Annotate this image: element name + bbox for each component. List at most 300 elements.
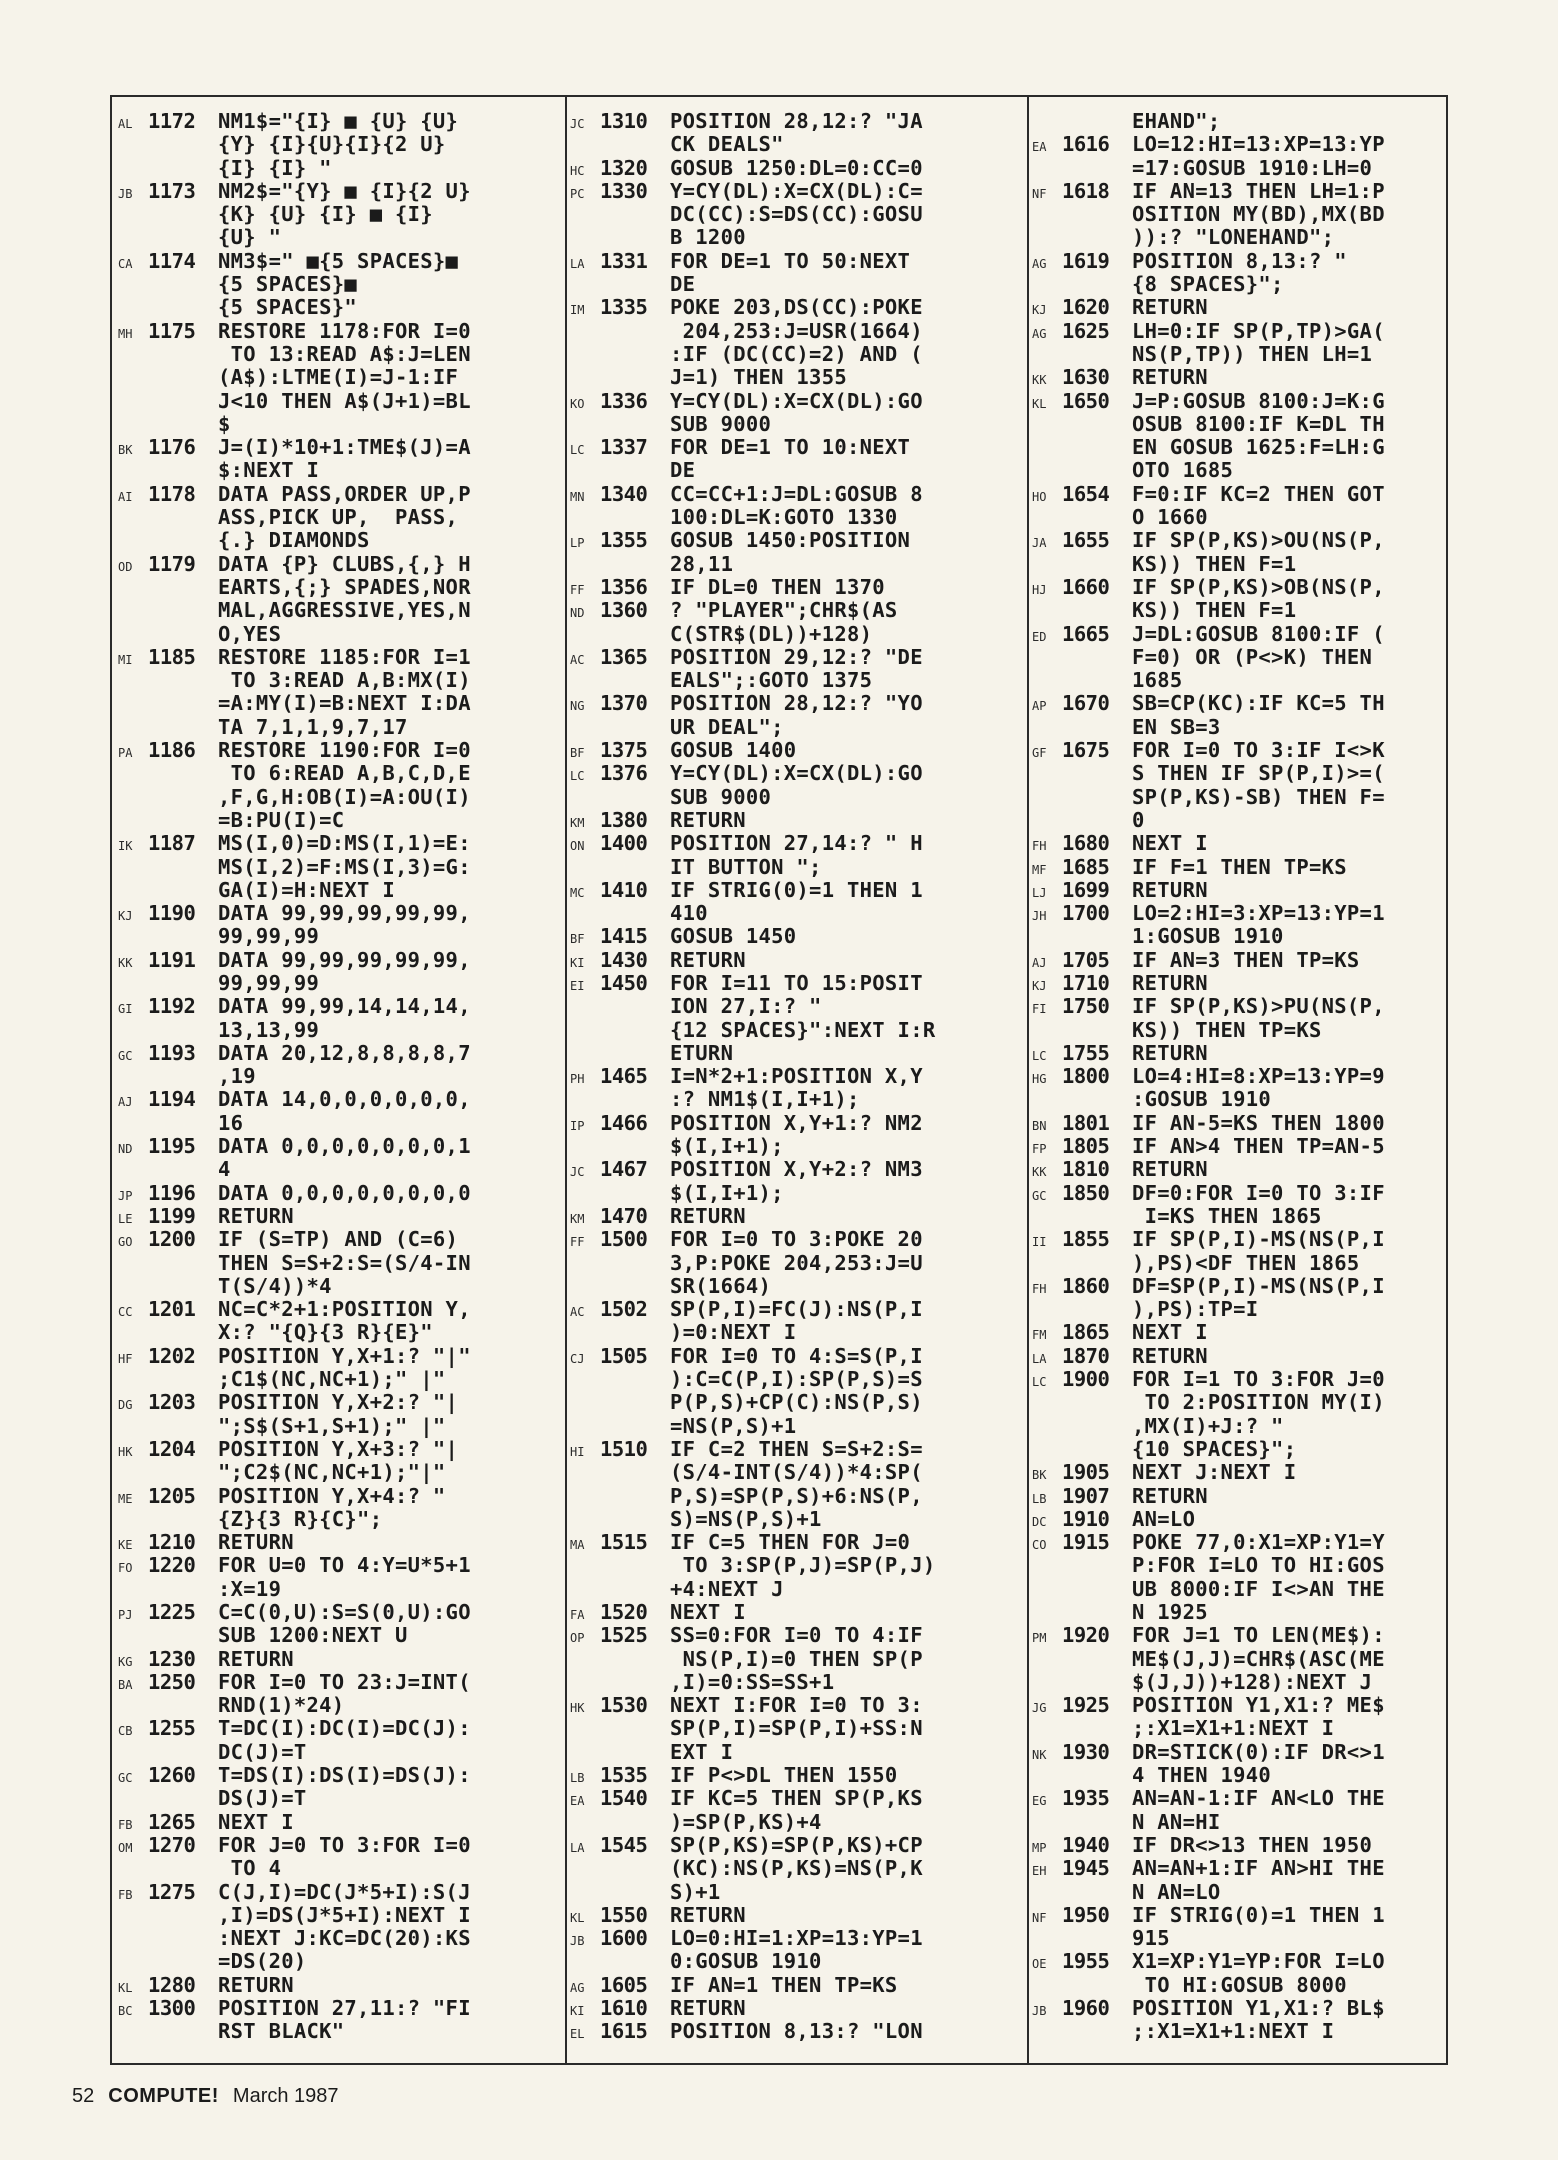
code-text: =NS(P,S)+1 bbox=[670, 1413, 797, 1438]
code-text: )):? "LONEHAND"; bbox=[1132, 225, 1335, 250]
listing-line bbox=[1032, 832, 1444, 855]
listing-line bbox=[570, 995, 1020, 1018]
code-text: AN=LO bbox=[1132, 1506, 1196, 1531]
code-text: IF P<>DL THEN 1550 bbox=[670, 1763, 898, 1788]
listing-line bbox=[1032, 1601, 1444, 1624]
listing-line bbox=[570, 1531, 1020, 1554]
issue-date: March 1987 bbox=[232, 2085, 339, 2107]
listing-line bbox=[118, 1438, 558, 1461]
listing-line bbox=[1032, 226, 1444, 249]
line-number: 1630 bbox=[1062, 365, 1110, 390]
line-number: 1336 bbox=[600, 388, 648, 413]
listing-line bbox=[570, 1019, 1020, 1042]
listing-line bbox=[570, 1601, 1020, 1624]
line-number: 1176 bbox=[148, 435, 196, 460]
listing-line bbox=[570, 1391, 1020, 1414]
listing-line bbox=[1032, 762, 1444, 785]
code-text: T(S/4))*4 bbox=[218, 1273, 332, 1298]
page-number: 52 bbox=[72, 2085, 95, 2107]
listing-line bbox=[570, 553, 1020, 576]
listing-line bbox=[1032, 203, 1444, 226]
listing-line bbox=[1032, 1205, 1444, 1228]
code-text: FOR U=0 TO 4:Y=U*5+1 bbox=[218, 1553, 471, 1578]
code-text: {Y} {I}{U}{I}{2 U} bbox=[218, 132, 446, 157]
line-number: 1650 bbox=[1062, 388, 1110, 413]
code-text: T=DC(I):DC(I)=DC(J): bbox=[218, 1716, 471, 1741]
listing-line bbox=[1032, 110, 1444, 133]
code-text: IF DR<>13 THEN 1950 bbox=[1132, 1832, 1373, 1857]
listing-line bbox=[570, 1624, 1020, 1647]
listing-line bbox=[1032, 1065, 1444, 1088]
code-text: NEXT I bbox=[1132, 831, 1208, 856]
code-text: {5 SPACES}" bbox=[218, 295, 358, 320]
listing-line bbox=[570, 1461, 1020, 1484]
listing-line bbox=[1032, 623, 1444, 646]
code-text: F=0) OR (P<>K) THEN bbox=[1132, 644, 1373, 669]
listing-line bbox=[1032, 273, 1444, 296]
checksum: MC bbox=[570, 885, 585, 900]
checksum: FF bbox=[570, 1235, 585, 1250]
code-text: FOR J=0 TO 3:FOR I=0 bbox=[218, 1832, 471, 1857]
listing-line bbox=[570, 366, 1020, 389]
checksum: KK bbox=[1032, 1165, 1047, 1180]
line-number: 1805 bbox=[1062, 1134, 1110, 1159]
listing-line bbox=[118, 995, 558, 1018]
listing-line bbox=[570, 110, 1020, 133]
listing-line bbox=[1032, 1578, 1444, 1601]
listing-line bbox=[118, 2020, 558, 2043]
listing-line bbox=[1032, 716, 1444, 739]
code-text: 915 bbox=[1132, 1926, 1170, 1951]
checksum: GC bbox=[118, 1048, 133, 1063]
line-number: 1193 bbox=[148, 1040, 196, 1065]
line-number: 1173 bbox=[148, 178, 196, 203]
line-number: 1600 bbox=[600, 1926, 648, 1951]
line-number: 1660 bbox=[1062, 574, 1110, 599]
listing-line bbox=[570, 1904, 1020, 1927]
listing-line bbox=[570, 483, 1020, 506]
listing-line bbox=[118, 902, 558, 925]
listing-line bbox=[1032, 1904, 1444, 1927]
listing-line bbox=[570, 1252, 1020, 1275]
listing-line bbox=[118, 1624, 558, 1647]
listing-line bbox=[1032, 879, 1444, 902]
line-number: 1907 bbox=[1062, 1483, 1110, 1508]
code-text: EARTS,{;} SPADES,NOR bbox=[218, 574, 471, 599]
code-text: IF SP(P,KS)>PU(NS(P, bbox=[1132, 994, 1385, 1019]
code-text: J<10 THEN A$(J+1)=BL bbox=[218, 388, 471, 413]
checksum: II bbox=[1032, 1235, 1047, 1250]
listing-line bbox=[1032, 483, 1444, 506]
line-number: 1410 bbox=[600, 877, 648, 902]
code-text: SB=CP(KC):IF KC=5 TH bbox=[1132, 691, 1385, 716]
listing-column-1 bbox=[118, 110, 558, 2065]
code-text: {U} " bbox=[218, 225, 282, 250]
checksum: KM bbox=[570, 1211, 585, 1226]
line-number: 1865 bbox=[1062, 1320, 1110, 1345]
listing-line bbox=[570, 1228, 1020, 1251]
line-number: 1860 bbox=[1062, 1273, 1110, 1298]
code-text: POSITION X,Y+2:? NM3 bbox=[670, 1157, 923, 1182]
line-number: 1850 bbox=[1062, 1180, 1110, 1205]
code-text: TO 13:READ A$:J=LEN bbox=[218, 341, 471, 366]
listing-line bbox=[118, 1042, 558, 1065]
code-text: :NEXT J:KC=DC(20):KS bbox=[218, 1926, 471, 1951]
code-text: GOSUB 1250:DL=0:CC=0 bbox=[670, 155, 923, 180]
code-text: OTO 1685 bbox=[1132, 458, 1234, 483]
line-number: 1225 bbox=[148, 1600, 196, 1624]
code-text: {10 SPACES}"; bbox=[1132, 1436, 1297, 1461]
code-text: Y=CY(DL):X=CX(DL):C= bbox=[670, 178, 923, 203]
listing-line bbox=[118, 1135, 558, 1158]
line-number: 1685 bbox=[1062, 854, 1110, 879]
code-text: NEXT I bbox=[1132, 1320, 1208, 1345]
code-text: {K} {U} {I} ■ {I} bbox=[218, 202, 433, 227]
code-text: IF AN=1 THEN TP=KS bbox=[670, 1972, 898, 1997]
code-text: POSITION Y1,X1:? BL$ bbox=[1132, 1996, 1385, 2021]
listing-line bbox=[570, 1135, 1020, 1158]
listing-line bbox=[118, 646, 558, 669]
listing-line bbox=[118, 692, 558, 715]
checksum: MH bbox=[118, 326, 133, 341]
listing-line bbox=[118, 809, 558, 832]
listing-line bbox=[118, 1881, 558, 1904]
listing-line bbox=[570, 296, 1020, 319]
listing-line bbox=[570, 1158, 1020, 1181]
code-text: DATA 14,0,0,0,0,0,0, bbox=[218, 1087, 471, 1112]
listing-line bbox=[118, 273, 558, 296]
listing-line bbox=[570, 809, 1020, 832]
code-text: DF=0:FOR I=0 TO 3:IF bbox=[1132, 1180, 1385, 1205]
line-number: 1540 bbox=[600, 1786, 648, 1811]
listing-line bbox=[1032, 1624, 1444, 1647]
line-number: 1199 bbox=[148, 1203, 196, 1228]
checksum: BK bbox=[1032, 1468, 1047, 1483]
line-number: 1186 bbox=[148, 738, 196, 763]
code-text: NS(P,I)=0 THEN SP(P bbox=[670, 1646, 923, 1671]
line-number: 1620 bbox=[1062, 295, 1110, 320]
checksum: KO bbox=[570, 396, 585, 411]
code-text: KS)) THEN TP=KS bbox=[1132, 1017, 1322, 1042]
code-text: )=0:NEXT I bbox=[670, 1320, 797, 1345]
code-text: RETURN bbox=[1132, 295, 1208, 320]
code-text: AN=AN-1:IF AN<LO THE bbox=[1132, 1786, 1385, 1811]
listing-line bbox=[118, 786, 558, 809]
code-text: $(J,J))+128):NEXT J bbox=[1132, 1669, 1373, 1694]
checksum: KI bbox=[570, 955, 585, 970]
code-text: SP(P,KS)-SB) THEN F= bbox=[1132, 784, 1385, 809]
line-number: 1675 bbox=[1062, 738, 1110, 763]
listing-line bbox=[1032, 856, 1444, 879]
listing-line bbox=[118, 203, 558, 226]
checksum: FP bbox=[1032, 1142, 1047, 1157]
code-text: IF KC=5 THEN SP(P,KS bbox=[670, 1786, 923, 1811]
line-number: 1525 bbox=[600, 1623, 648, 1648]
listing-line bbox=[118, 949, 558, 972]
listing-line bbox=[1032, 436, 1444, 459]
code-text: {Z}{3 R}{C}"; bbox=[218, 1506, 383, 1531]
listing-line bbox=[1032, 1950, 1444, 1973]
listing-line bbox=[118, 133, 558, 156]
listing-line bbox=[118, 1345, 558, 1368]
listing-line bbox=[1032, 1671, 1444, 1694]
checksum: MP bbox=[1032, 1840, 1047, 1855]
code-text: S)+1 bbox=[670, 1879, 721, 1904]
code-text: :? NM1$(I,I+1); bbox=[670, 1087, 860, 1112]
line-number: 1415 bbox=[600, 924, 648, 949]
listing-column-2 bbox=[570, 110, 1020, 2065]
line-number: 1179 bbox=[148, 551, 196, 576]
listing-line bbox=[1032, 1415, 1444, 1438]
code-text: FOR I=11 TO 15:POSIT bbox=[670, 970, 923, 995]
line-number: 1270 bbox=[148, 1832, 196, 1857]
line-number: 1331 bbox=[600, 248, 648, 273]
code-text: RESTORE 1178:FOR I=0 bbox=[218, 318, 471, 343]
code-text: SP(P,I)=SP(P,I)+SS:N bbox=[670, 1716, 923, 1741]
page-footer bbox=[72, 2085, 339, 2108]
listing-line bbox=[570, 762, 1020, 785]
checksum: OE bbox=[1032, 1957, 1047, 1972]
line-number: 1337 bbox=[600, 435, 648, 460]
checksum: MN bbox=[570, 489, 585, 504]
checksum: AG bbox=[570, 1980, 585, 1995]
line-number: 1250 bbox=[148, 1669, 196, 1694]
checksum: BN bbox=[1032, 1118, 1047, 1133]
code-text: ,MX(I)+J:? " bbox=[1132, 1413, 1284, 1438]
line-number: 1515 bbox=[600, 1530, 648, 1555]
listing-line bbox=[1032, 786, 1444, 809]
code-text: RETURN bbox=[670, 1996, 746, 2021]
code-text: O 1660 bbox=[1132, 505, 1208, 530]
checksum: EH bbox=[1032, 1864, 1047, 1879]
code-text: SUB 1200:NEXT U bbox=[218, 1623, 408, 1648]
code-text: J=1) THEN 1355 bbox=[670, 365, 847, 390]
listing-line bbox=[570, 1415, 1020, 1438]
listing-line bbox=[570, 1648, 1020, 1671]
listing-line bbox=[1032, 949, 1444, 972]
code-text: EN SB=3 bbox=[1132, 714, 1221, 739]
listing-line bbox=[118, 296, 558, 319]
code-text: RND(1)*24) bbox=[218, 1693, 345, 1718]
listing-line bbox=[118, 483, 558, 506]
code-text: POSITION 28,12:? "YO bbox=[670, 691, 923, 716]
code-text: (KC):NS(P,KS)=NS(P,K bbox=[670, 1856, 923, 1881]
code-text: =B:PU(I)=C bbox=[218, 807, 345, 832]
listing-line bbox=[1032, 1298, 1444, 1321]
listing-line bbox=[118, 762, 558, 785]
listing-line bbox=[1032, 1648, 1444, 1671]
code-text: EN GOSUB 1625:F=LH:G bbox=[1132, 435, 1385, 460]
listing-line bbox=[118, 366, 558, 389]
code-text: TO 3:SP(P,J)=SP(P,J) bbox=[670, 1553, 936, 1578]
code-text: GA(I)=H:NEXT I bbox=[218, 877, 395, 902]
listing-line bbox=[118, 343, 558, 366]
listing-line bbox=[570, 646, 1020, 669]
listing-line bbox=[118, 506, 558, 529]
line-number: 1619 bbox=[1062, 248, 1110, 273]
code-text: 204,253:J=USR(1664) bbox=[670, 318, 923, 343]
code-text: $ bbox=[218, 411, 231, 436]
checksum: FI bbox=[1032, 1002, 1047, 1017]
code-text: IF F=1 THEN TP=KS bbox=[1132, 854, 1347, 879]
listing-line bbox=[118, 1461, 558, 1484]
code-text: 100:DL=K:GOTO 1330 bbox=[670, 505, 898, 530]
listing-line bbox=[570, 180, 1020, 203]
checksum: PH bbox=[570, 1072, 585, 1087]
listing-line bbox=[570, 506, 1020, 529]
line-number: 1940 bbox=[1062, 1832, 1110, 1857]
checksum: LC bbox=[1032, 1048, 1047, 1063]
listing-line bbox=[1032, 1881, 1444, 1904]
code-text: CK DEALS" bbox=[670, 132, 784, 157]
listing-line bbox=[570, 1974, 1020, 1997]
line-number: 1175 bbox=[148, 318, 196, 343]
checksum: EI bbox=[570, 978, 585, 993]
listing-line bbox=[1032, 1811, 1444, 1834]
code-text: TO HI:GOSUB 8000 bbox=[1132, 1972, 1347, 1997]
line-number: 1655 bbox=[1062, 528, 1110, 553]
listing-line bbox=[118, 1834, 558, 1857]
checksum: KK bbox=[1032, 373, 1047, 388]
listing-line bbox=[118, 1648, 558, 1671]
line-number: 1905 bbox=[1062, 1460, 1110, 1485]
listing-line bbox=[570, 1950, 1020, 1973]
code-text: IT BUTTON "; bbox=[670, 854, 822, 879]
listing-line bbox=[1032, 1717, 1444, 1740]
listing-line bbox=[118, 226, 558, 249]
listing-line bbox=[1032, 506, 1444, 529]
checksum: PC bbox=[570, 186, 585, 201]
code-text: RST BLACK" bbox=[218, 2019, 345, 2044]
code-text: {12 SPACES}":NEXT I:R bbox=[670, 1017, 936, 1042]
listing-line bbox=[118, 599, 558, 622]
listing-line bbox=[1032, 1019, 1444, 1042]
code-text: P,S)=SP(P,S)+6:NS(P, bbox=[670, 1483, 923, 1508]
checksum: FB bbox=[118, 1887, 133, 1902]
checksum: KJ bbox=[118, 909, 133, 924]
line-number: 1355 bbox=[600, 528, 648, 553]
checksum: DC bbox=[1032, 1514, 1047, 1529]
code-text: NEXT I bbox=[218, 1809, 294, 1834]
line-number: 1204 bbox=[148, 1436, 196, 1461]
line-number: 1665 bbox=[1062, 621, 1110, 646]
checksum: JH bbox=[1032, 909, 1047, 924]
line-number: 1185 bbox=[148, 644, 196, 669]
listing-line bbox=[570, 459, 1020, 482]
checksum: MI bbox=[118, 652, 133, 667]
listing-line bbox=[570, 320, 1020, 343]
code-text: ,F,G,H:OB(I)=A:OU(I) bbox=[218, 784, 471, 809]
listing-line bbox=[570, 203, 1020, 226]
code-text: NM2$="{Y} ■ {I}{2 U} bbox=[218, 178, 471, 203]
listing-line bbox=[118, 1158, 558, 1181]
checksum: AC bbox=[570, 652, 585, 667]
checksum: HI bbox=[570, 1444, 585, 1459]
listing-line bbox=[118, 390, 558, 413]
code-text: KS)) THEN F=1 bbox=[1132, 598, 1297, 623]
code-text: GOSUB 1450:POSITION bbox=[670, 528, 911, 553]
code-text: =DS(20) bbox=[218, 1949, 307, 1974]
code-text: EALS";:GOTO 1375 bbox=[670, 668, 873, 693]
code-text: POSITION 8,13:? " bbox=[1132, 248, 1347, 273]
listing-line bbox=[570, 1717, 1020, 1740]
checksum: HG bbox=[1032, 1072, 1047, 1087]
line-number: 1470 bbox=[600, 1203, 648, 1228]
code-text: $:NEXT I bbox=[218, 458, 320, 483]
code-text: 1685 bbox=[1132, 668, 1183, 693]
listing-line bbox=[1032, 1438, 1444, 1461]
line-number: 1935 bbox=[1062, 1786, 1110, 1811]
line-number: 1670 bbox=[1062, 691, 1110, 716]
code-text: ,19 bbox=[218, 1064, 256, 1089]
listing-line bbox=[570, 1112, 1020, 1135]
code-text: IF STRIG(0)=1 THEN 1 bbox=[670, 877, 923, 902]
listing-line bbox=[1032, 1927, 1444, 1950]
listing-line bbox=[1032, 1275, 1444, 1298]
listing-line bbox=[118, 739, 558, 762]
checksum: JP bbox=[118, 1188, 133, 1203]
listing-line bbox=[1032, 390, 1444, 413]
listing-line bbox=[570, 1787, 1020, 1810]
listing-line bbox=[118, 1787, 558, 1810]
code-text: RETURN bbox=[670, 947, 746, 972]
code-text: RETURN bbox=[670, 807, 746, 832]
line-number: 1195 bbox=[148, 1134, 196, 1159]
checksum: EL bbox=[570, 2027, 585, 2042]
code-text: ,I)=DS(J*5+I):NEXT I bbox=[218, 1902, 471, 1927]
listing-line bbox=[118, 1298, 558, 1321]
code-text: 28,11 bbox=[670, 551, 734, 576]
checksum: JC bbox=[570, 1165, 585, 1180]
code-text: ;:X1=X1+1:NEXT I bbox=[1132, 1716, 1335, 1741]
code-text: NEXT I bbox=[670, 1600, 746, 1624]
code-text: +4:NEXT J bbox=[670, 1576, 784, 1601]
code-text: B 1200 bbox=[670, 225, 746, 250]
code-text: UB 8000:IF I<>AN THE bbox=[1132, 1576, 1385, 1601]
listing-line bbox=[570, 669, 1020, 692]
checksum: HF bbox=[118, 1351, 133, 1366]
column-divider bbox=[1027, 97, 1029, 2065]
code-text: GOSUB 1400 bbox=[670, 738, 797, 763]
code-text: RETURN bbox=[1132, 1483, 1208, 1508]
checksum: AG bbox=[1032, 326, 1047, 341]
code-text: DR=STICK(0):IF DR<>1 bbox=[1132, 1739, 1385, 1764]
listing-line bbox=[570, 716, 1020, 739]
checksum: KE bbox=[118, 1538, 133, 1553]
code-text: IF AN=3 THEN TP=KS bbox=[1132, 947, 1360, 972]
listing-line bbox=[118, 110, 558, 133]
checksum: HK bbox=[570, 1701, 585, 1716]
code-text: ";C2$(NC,NC+1);"|" bbox=[218, 1460, 446, 1485]
line-number: 1400 bbox=[600, 831, 648, 856]
line-number: 1230 bbox=[148, 1646, 196, 1671]
code-text: (A$):LTME(I)=J-1:IF bbox=[218, 365, 459, 390]
listing-line bbox=[1032, 1042, 1444, 1065]
line-number: 1955 bbox=[1062, 1949, 1110, 1974]
code-text: S THEN IF SP(P,I)>=( bbox=[1132, 761, 1385, 786]
code-text: OSUB 8100:IF K=DL TH bbox=[1132, 411, 1385, 436]
listing-line bbox=[118, 879, 558, 902]
code-text: {I} {I} " bbox=[218, 155, 332, 180]
code-text: X:? "{Q}{3 R}{E}" bbox=[218, 1320, 433, 1345]
code-text: 13,13,99 bbox=[218, 1017, 320, 1042]
line-number: 1196 bbox=[148, 1180, 196, 1205]
line-number: 1430 bbox=[600, 947, 648, 972]
listing-line bbox=[118, 856, 558, 879]
line-number: 1467 bbox=[600, 1157, 648, 1182]
checksum: GC bbox=[1032, 1188, 1047, 1203]
code-text: ;:X1=X1+1:NEXT I bbox=[1132, 2019, 1335, 2044]
